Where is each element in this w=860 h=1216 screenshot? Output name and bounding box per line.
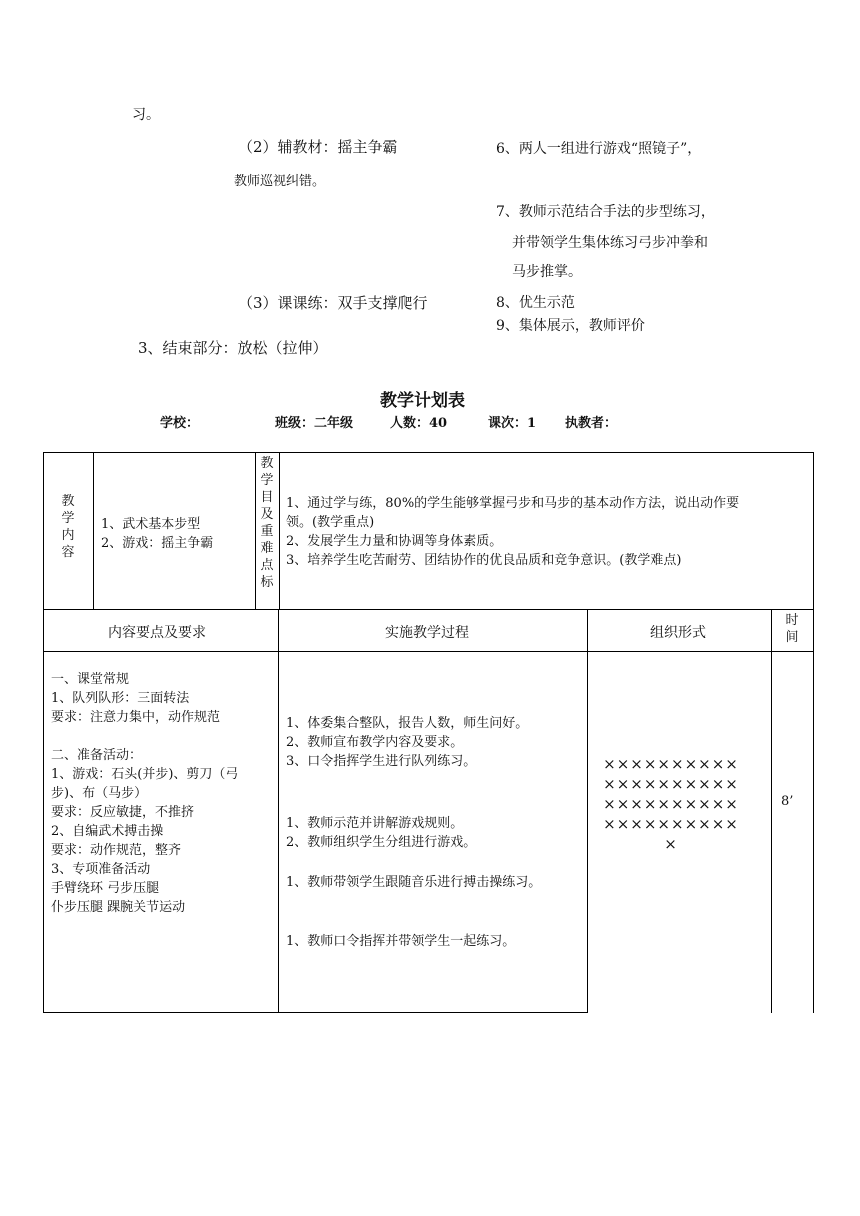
col-header-organization: 组织形式 xyxy=(650,625,706,641)
continued-text-xi: 习。 xyxy=(132,107,160,123)
content-items: 1、武术基本步型 2、游戏：摇主争霸 xyxy=(101,517,214,551)
plan-title: 教学计划表 xyxy=(380,391,465,411)
col-header-time: 时 间 xyxy=(785,613,799,645)
class-practice-heading: （3）课课练：双手支撑爬行 xyxy=(238,294,428,312)
formation-diagram: ×××××××××× ×××××××××× ×××××××××× ×××××××××× × xyxy=(603,755,739,853)
aux-material-heading: （2）辅教材：摇主争霸 xyxy=(238,138,398,156)
step-9: 9、集体展示，教师评价 xyxy=(496,318,645,334)
col-header-process: 实施教学过程 xyxy=(385,625,469,641)
goals-header: 教 学 目 及 重 难 点 标 xyxy=(260,456,274,590)
teacher-label: 执教者： xyxy=(565,416,618,431)
count-label: 人数：40 xyxy=(390,416,448,431)
process-group-3: 1、教师带领学生跟随音乐进行搏击操练习。 xyxy=(286,875,542,890)
ending-part-heading: 3、结束部分：放松（拉伸） xyxy=(138,339,328,357)
col-header-points: 内容要点及要求 xyxy=(108,625,206,641)
process-group-1: 1、体委集合整队，报告人数，师生问好。 2、教师宣布教学内容及要求。 3、口令指挥学生进行队列练习。 xyxy=(286,716,529,769)
lesson-label: 课次：1 xyxy=(488,416,537,431)
step-8: 8、优生示范 xyxy=(496,295,575,311)
goals-list: 1、通过学与练，80%的学生能够掌握弓步和马步的基本动作方法，说出动作要 领。(教学重点) 2、发展学生力量和协调等身体素质。 3、培养学生吃苦耐劳、团结协作的优良品质和竞争意识。(教学难点) xyxy=(286,496,740,568)
process-group-2: 1、教师示范并讲解游戏规则。 2、教师组织学生分组进行游戏。 xyxy=(286,816,477,850)
content-points: 一、课堂常规 1、队列队形：三面转法 要求：注意力集中，动作规范 二、准备活动： 1、游戏：石头(并步)、剪刀（弓 步)、布（马步） 要求：反应敏捷，不推挤 2、自编武术搏击操 要求：动作规范，整齐 3、专项准备活动 手臂绕环 弓步压腿 仆步压腿 踝腕关节运动 xyxy=(51,672,239,915)
step-7-line1: 7、教师示范结合手法的步型练习， xyxy=(496,204,715,220)
time-value: 8’ xyxy=(781,794,794,809)
step-7-line3: 马步推掌。 xyxy=(512,264,582,280)
class-label: 班级：二年级 xyxy=(275,416,354,431)
step-6: 6、两人一组进行游戏“照镜子”， xyxy=(496,141,702,157)
content-header: 教 学 内 容 xyxy=(61,494,75,560)
step-7-line2: 并带领学生集体练习弓步冲拳和 xyxy=(512,235,708,251)
process-group-4: 1、教师口令指挥并带领学生一起练习。 xyxy=(286,934,516,949)
teacher-patrol-note: 教师巡视纠错。 xyxy=(234,174,326,189)
school-label: 学校： xyxy=(160,416,200,431)
